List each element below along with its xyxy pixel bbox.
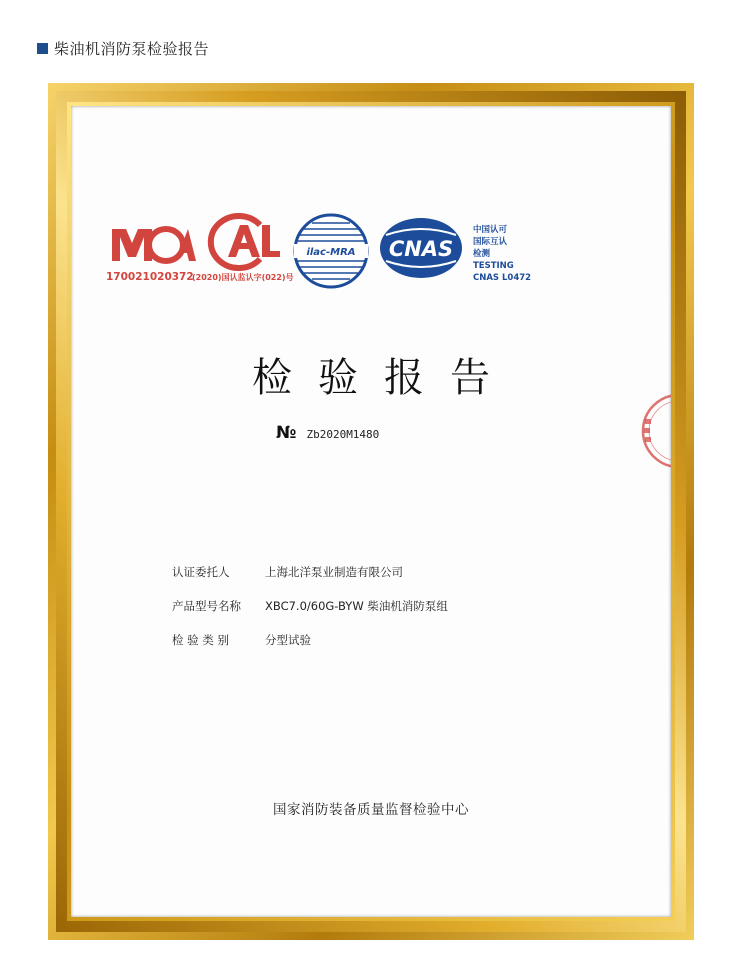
cma-logo-icon: [106, 223, 196, 267]
field-value: 分型试验: [265, 633, 311, 647]
report-fields: [172, 564, 448, 666]
document-title: 检验报告: [252, 355, 516, 401]
cal-code: (2020)国认监认字(022)号: [192, 273, 294, 282]
cnas-line: CNAS L0472: [473, 273, 532, 283]
field-row-client: [172, 564, 448, 598]
certificate-frame: [48, 83, 694, 940]
field-label: 产品型号名称: [172, 599, 241, 613]
issuing-organization: 国家消防装备质量监督检验中心: [273, 802, 469, 818]
field-value: XBC7.0/60G-BYW 柴油机消防泵组: [265, 599, 448, 613]
cma-code: 170021020372: [106, 271, 194, 283]
cnas-accreditation-text: [473, 224, 531, 284]
header-square-icon: [37, 43, 48, 54]
field-row-category: [172, 632, 448, 666]
field-row-product: [172, 598, 448, 632]
svg-text:CNAS: CNAS: [388, 237, 454, 261]
official-seal-icon: [639, 391, 671, 471]
cal-logo-icon: [200, 213, 282, 271]
field-label: 认证委托人: [172, 565, 230, 579]
cnas-logo-icon: [376, 215, 466, 281]
svg-text:ilac-MRA: ilac-MRA: [306, 247, 356, 258]
field-value: 上海北洋泵业制造有限公司: [265, 565, 403, 579]
field-label: 检 验 类 别: [172, 633, 229, 647]
cnas-line: 国际互认: [473, 237, 508, 247]
report-number: [276, 423, 379, 443]
certificate-paper: [71, 106, 671, 917]
cnas-line: 中国认可: [473, 225, 508, 235]
cnas-line: TESTING: [473, 261, 514, 271]
accreditation-logos: [106, 213, 576, 313]
number-symbol: №: [276, 423, 297, 443]
section-header: [37, 38, 209, 58]
section-title: 柴油机消防泵检验报告: [54, 39, 210, 58]
ilac-mra-logo-icon: [292, 213, 370, 289]
cnas-line: 检测: [473, 249, 491, 259]
report-number-value: Zb2020M1480: [306, 428, 380, 441]
